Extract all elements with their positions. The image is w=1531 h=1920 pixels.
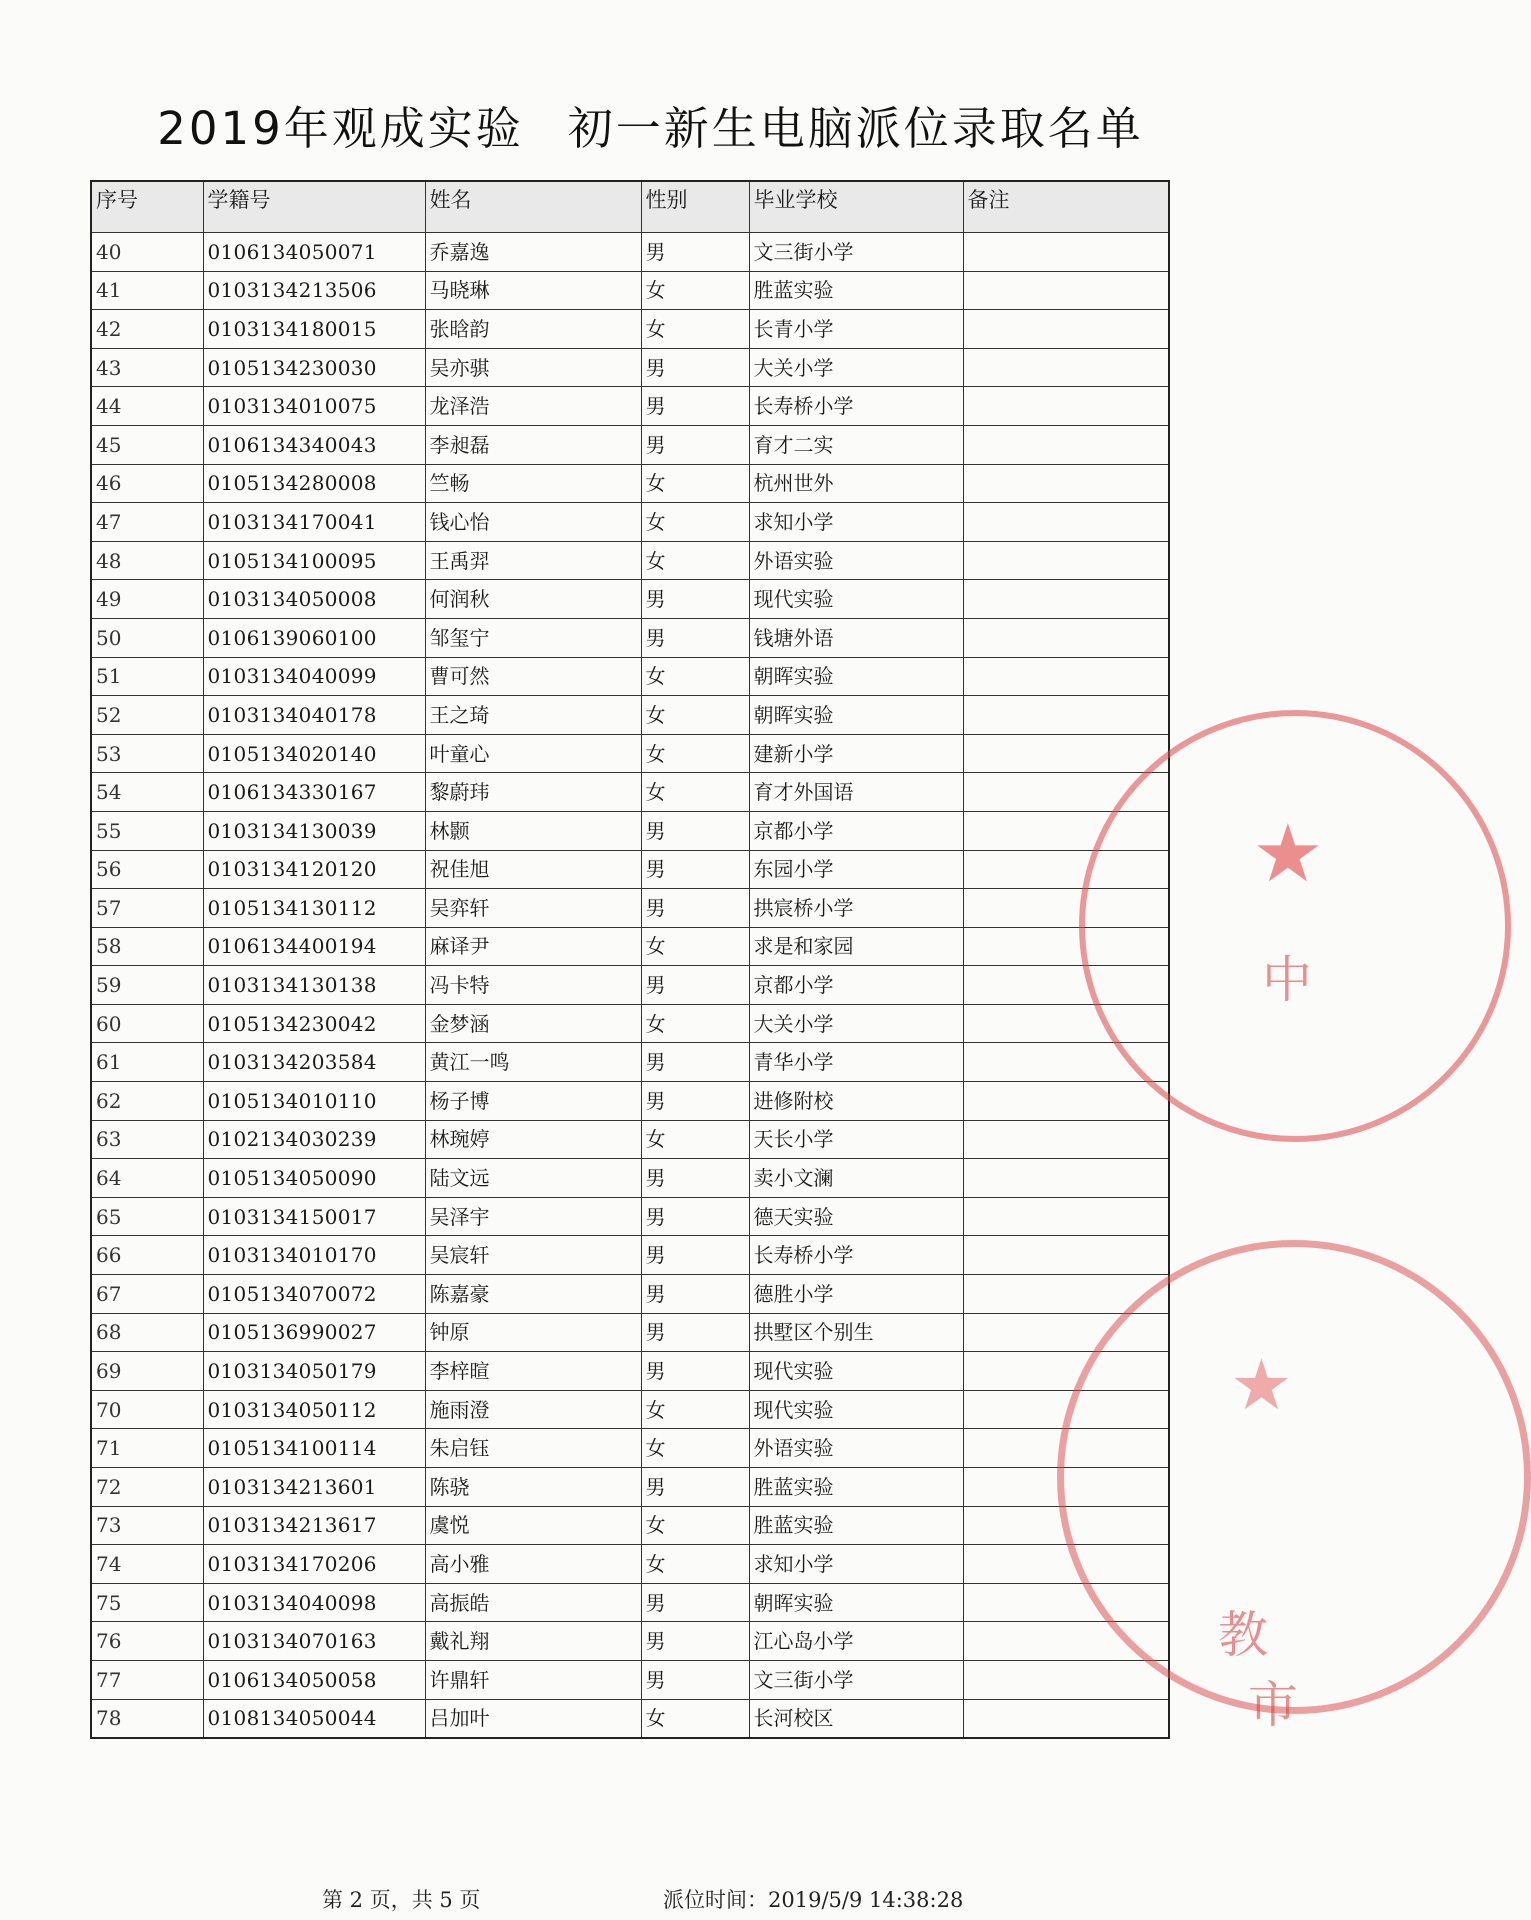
cell-student-id: 0105134050090 [203,1159,425,1198]
cell-student-id: 0105134100114 [203,1429,425,1468]
cell-remark [963,1197,1169,1236]
header-student-id: 学籍号 [203,181,425,233]
table-row [91,1699,1169,1738]
table-row [91,657,1169,696]
seal-fragment-upper: 中 [1262,951,1312,1009]
cell-remark [963,1159,1169,1198]
cell-gender: 男 [641,387,749,426]
cell-seq: 47 [91,503,203,542]
cell-student-id: 0103134213601 [203,1468,425,1507]
cell-remark [963,734,1169,773]
cell-gender: 男 [641,618,749,657]
cell-remark [963,696,1169,735]
cell-school: 杭州世外 [749,464,963,503]
cell-seq: 65 [91,1197,203,1236]
cell-school: 胜蓝实验 [749,271,963,310]
cell-student-id: 0103134213506 [203,271,425,310]
cell-student-id: 0103134040098 [203,1583,425,1622]
cell-student-id: 0103134150017 [203,1197,425,1236]
cell-seq: 76 [91,1622,203,1661]
cell-gender: 女 [641,696,749,735]
cell-school: 求知小学 [749,1545,963,1584]
table-row [91,1275,1169,1314]
cell-school: 长寿桥小学 [749,1236,963,1275]
cell-gender: 女 [641,464,749,503]
cell-seq: 56 [91,850,203,889]
cell-remark [963,348,1169,387]
cell-gender: 男 [641,1313,749,1352]
cell-gender: 男 [641,889,749,928]
cell-student-id: 0103134170041 [203,503,425,542]
cell-gender: 男 [641,1082,749,1121]
cell-school: 大关小学 [749,1004,963,1043]
cell-name: 叶童心 [425,734,641,773]
cell-name: 竺畅 [425,464,641,503]
cell-student-id: 0103134070163 [203,1622,425,1661]
seal-fragment-lower-1: 教 [1218,1606,1268,1664]
cell-remark [963,233,1169,272]
cell-seq: 62 [91,1082,203,1121]
official-seal-lower [1057,1240,1531,1714]
cell-remark [963,464,1169,503]
cell-name: 曹可然 [425,657,641,696]
cell-student-id: 0106134330167 [203,773,425,812]
cell-seq: 51 [91,657,203,696]
cell-gender: 男 [641,966,749,1005]
cell-school: 求是和家园 [749,927,963,966]
table-row [91,734,1169,773]
cell-name: 李昶磊 [425,425,641,464]
cell-student-id: 0103134050112 [203,1390,425,1429]
cell-name: 朱启钰 [425,1429,641,1468]
cell-name: 陈骁 [425,1468,641,1507]
cell-student-id: 0105134070072 [203,1275,425,1314]
table-row [91,1622,1169,1661]
cell-name: 李梓暄 [425,1352,641,1391]
table-row [91,1120,1169,1159]
cell-seq: 42 [91,310,203,349]
seal-fragment-lower-2: 市 [1248,1676,1298,1734]
cell-name: 陆文远 [425,1159,641,1198]
table-row [91,1390,1169,1429]
cell-school: 育才外国语 [749,773,963,812]
cell-school: 文三街小学 [749,1660,963,1699]
cell-seq: 58 [91,927,203,966]
cell-gender: 男 [641,850,749,889]
cell-gender: 男 [641,811,749,850]
cell-student-id: 0103134040178 [203,696,425,735]
cell-student-id: 0106134400194 [203,927,425,966]
cell-gender: 男 [641,1622,749,1661]
cell-school: 拱墅区个别生 [749,1313,963,1352]
cell-seq: 74 [91,1545,203,1584]
cell-student-id: 0103134050179 [203,1352,425,1391]
table-row [91,1506,1169,1545]
cell-seq: 66 [91,1236,203,1275]
cell-student-id: 0105134280008 [203,464,425,503]
table-row [91,271,1169,310]
table-row [91,1236,1169,1275]
cell-seq: 52 [91,696,203,735]
cell-name: 吴弈轩 [425,889,641,928]
cell-seq: 68 [91,1313,203,1352]
cell-school: 长青小学 [749,310,963,349]
table-row [91,927,1169,966]
cell-seq: 50 [91,618,203,657]
cell-school: 现代实验 [749,1390,963,1429]
cell-student-id: 0103134010075 [203,387,425,426]
cell-school: 京都小学 [749,966,963,1005]
cell-school: 求知小学 [749,503,963,542]
table-body [91,233,1169,1739]
cell-school: 钱塘外语 [749,618,963,657]
cell-name: 金梦涵 [425,1004,641,1043]
cell-gender: 男 [641,425,749,464]
cell-name: 何润秋 [425,580,641,619]
cell-remark [963,541,1169,580]
cell-student-id: 0106134340043 [203,425,425,464]
cell-seq: 67 [91,1275,203,1314]
cell-gender: 男 [641,1660,749,1699]
document-title [0,92,1301,157]
cell-gender: 男 [641,233,749,272]
cell-gender: 男 [641,1159,749,1198]
cell-student-id: 0105134230030 [203,348,425,387]
cell-school: 育才二实 [749,425,963,464]
cell-gender: 男 [641,580,749,619]
table-row [91,387,1169,426]
cell-school: 长河校区 [749,1699,963,1738]
cell-seq: 54 [91,773,203,812]
cell-school: 天长小学 [749,1120,963,1159]
cell-gender: 女 [641,503,749,542]
cell-remark [963,1660,1169,1699]
cell-gender: 男 [641,1197,749,1236]
cell-name: 王禹羿 [425,541,641,580]
header-name: 姓名 [425,181,641,233]
cell-gender: 女 [641,271,749,310]
cell-name: 马晓琳 [425,271,641,310]
cell-name: 林颢 [425,811,641,850]
cell-student-id: 0102134030239 [203,1120,425,1159]
cell-school: 京都小学 [749,811,963,850]
cell-seq: 43 [91,348,203,387]
cell-student-id: 0108134050044 [203,1699,425,1738]
table-row [91,1545,1169,1584]
table-row [91,1429,1169,1468]
cell-remark [963,1699,1169,1738]
cell-name: 吴宸轩 [425,1236,641,1275]
cell-name: 吕加叶 [425,1699,641,1738]
cell-seq: 45 [91,425,203,464]
cell-school: 朝晖实验 [749,1583,963,1622]
cell-name: 乔嘉逸 [425,233,641,272]
cell-seq: 64 [91,1159,203,1198]
cell-name: 戴礼翔 [425,1622,641,1661]
cell-gender: 女 [641,773,749,812]
cell-student-id: 0103134203584 [203,1043,425,1082]
cell-school: 胜蓝实验 [749,1468,963,1507]
cell-remark [963,425,1169,464]
cell-seq: 57 [91,889,203,928]
cell-school: 进修附校 [749,1082,963,1121]
cell-seq: 77 [91,1660,203,1699]
cell-seq: 78 [91,1699,203,1738]
cell-gender: 女 [641,927,749,966]
table-row [91,580,1169,619]
seal-star-icon: ★ [1252,807,1324,900]
cell-gender: 女 [641,310,749,349]
cell-name: 陈嘉豪 [425,1275,641,1314]
cell-student-id: 0103134180015 [203,310,425,349]
cell-gender: 女 [641,734,749,773]
header-remark: 备注 [963,181,1169,233]
title-part1: 2019年观成实验 [157,102,524,155]
cell-student-id: 0103134050008 [203,580,425,619]
table-row [91,503,1169,542]
cell-name: 许鼎轩 [425,1660,641,1699]
cell-gender: 男 [641,1468,749,1507]
cell-name: 钱心怡 [425,503,641,542]
cell-seq: 53 [91,734,203,773]
cell-school: 德天实验 [749,1197,963,1236]
admission-table [90,180,1170,1739]
cell-gender: 男 [641,1583,749,1622]
cell-remark [963,1120,1169,1159]
header-seq: 序号 [91,181,203,233]
cell-student-id: 0103134130039 [203,811,425,850]
table-row [91,850,1169,889]
cell-student-id: 0103134170206 [203,1545,425,1584]
cell-remark [963,1082,1169,1121]
cell-name: 虞悦 [425,1506,641,1545]
cell-name: 吴亦骐 [425,348,641,387]
cell-name: 冯卡特 [425,966,641,1005]
cell-remark [963,580,1169,619]
cell-remark [963,503,1169,542]
cell-name: 杨子博 [425,1082,641,1121]
cell-name: 施雨澄 [425,1390,641,1429]
cell-seq: 59 [91,966,203,1005]
cell-seq: 46 [91,464,203,503]
cell-seq: 61 [91,1043,203,1082]
table-row [91,1082,1169,1121]
cell-gender: 女 [641,1004,749,1043]
table-row [91,233,1169,272]
cell-name: 高小雅 [425,1545,641,1584]
cell-school: 外语实验 [749,1429,963,1468]
official-seal-upper [1079,710,1511,1142]
cell-gender: 男 [641,1236,749,1275]
table-row [91,773,1169,812]
cell-school: 德胜小学 [749,1275,963,1314]
cell-name: 邹玺宁 [425,618,641,657]
cell-school: 现代实验 [749,1352,963,1391]
table-row [91,1468,1169,1507]
table-row [91,1197,1169,1236]
cell-gender: 女 [641,657,749,696]
cell-gender: 男 [641,1043,749,1082]
cell-name: 祝佳旭 [425,850,641,889]
cell-student-id: 0106139060100 [203,618,425,657]
table-row [91,889,1169,928]
table-row [91,1159,1169,1198]
cell-gender: 女 [641,541,749,580]
table-row [91,618,1169,657]
table-row [91,1004,1169,1043]
cell-gender: 女 [641,1390,749,1429]
cell-school: 大关小学 [749,348,963,387]
cell-gender: 男 [641,348,749,387]
table-row [91,310,1169,349]
table-row [91,1313,1169,1352]
cell-name: 麻译尹 [425,927,641,966]
cell-seq: 69 [91,1352,203,1391]
cell-name: 黄江一鸣 [425,1043,641,1082]
cell-remark [963,387,1169,426]
cell-school: 东园小学 [749,850,963,889]
cell-remark [963,310,1169,349]
cell-school: 建新小学 [749,734,963,773]
cell-gender: 女 [641,1120,749,1159]
cell-student-id: 0103134120120 [203,850,425,889]
cell-student-id: 0103134213617 [203,1506,425,1545]
cell-seq: 44 [91,387,203,426]
cell-remark [963,618,1169,657]
table-row [91,966,1169,1005]
cell-school: 青华小学 [749,1043,963,1082]
cell-gender: 女 [641,1429,749,1468]
cell-student-id: 0105134010110 [203,1082,425,1121]
cell-school: 拱宸桥小学 [749,889,963,928]
cell-gender: 女 [641,1545,749,1584]
cell-student-id: 0103134130138 [203,966,425,1005]
cell-remark [963,657,1169,696]
table-row [91,811,1169,850]
cell-name: 高振皓 [425,1583,641,1622]
cell-seq: 75 [91,1583,203,1622]
cell-student-id: 0106134050058 [203,1660,425,1699]
table-row [91,1352,1169,1391]
cell-seq: 72 [91,1468,203,1507]
cell-name: 吴泽宇 [425,1197,641,1236]
cell-name: 林琬婷 [425,1120,641,1159]
table-row [91,348,1169,387]
cell-remark [963,1236,1169,1275]
cell-seq: 49 [91,580,203,619]
cell-gender: 女 [641,1699,749,1738]
cell-seq: 55 [91,811,203,850]
cell-remark [963,271,1169,310]
cell-student-id: 0105134230042 [203,1004,425,1043]
cell-seq: 41 [91,271,203,310]
cell-student-id: 0105134020140 [203,734,425,773]
cell-seq: 70 [91,1390,203,1429]
cell-school: 文三街小学 [749,233,963,272]
table-row [91,1583,1169,1622]
cell-gender: 男 [641,1352,749,1391]
cell-school: 朝晖实验 [749,657,963,696]
cell-student-id: 0105134100095 [203,541,425,580]
table-row [91,1660,1169,1699]
cell-seq: 63 [91,1120,203,1159]
table-row [91,696,1169,735]
cell-student-id: 0106134050071 [203,233,425,272]
cell-school: 朝晖实验 [749,696,963,735]
header-school: 毕业学校 [749,181,963,233]
table-row [91,1043,1169,1082]
table-row [91,541,1169,580]
cell-name: 龙泽浩 [425,387,641,426]
cell-name: 王之琦 [425,696,641,735]
cell-school: 外语实验 [749,541,963,580]
cell-name: 钟原 [425,1313,641,1352]
cell-school: 长寿桥小学 [749,387,963,426]
title-part2: 初一新生电脑派位录取名单 [567,102,1144,155]
cell-school: 江心岛小学 [749,1622,963,1661]
cell-name: 张晗韵 [425,310,641,349]
cell-seq: 71 [91,1429,203,1468]
page-info: 第 2 页，共 5 页 [322,1888,481,1912]
table-row [91,425,1169,464]
cell-seq: 48 [91,541,203,580]
assignment-time: 派位时间：2019/5/9 14:38:28 [663,1888,964,1912]
table-row [91,464,1169,503]
cell-seq: 73 [91,1506,203,1545]
cell-student-id: 0105134130112 [203,889,425,928]
header-gender: 性别 [641,181,749,233]
cell-student-id: 0103134010170 [203,1236,425,1275]
cell-student-id: 0105136990027 [203,1313,425,1352]
cell-seq: 60 [91,1004,203,1043]
table-header-row [91,181,1169,233]
cell-gender: 女 [641,1506,749,1545]
cell-student-id: 0103134040099 [203,657,425,696]
cell-school: 胜蓝实验 [749,1506,963,1545]
cell-school: 卖小文澜 [749,1159,963,1198]
cell-seq: 40 [91,233,203,272]
cell-gender: 男 [641,1275,749,1314]
seal-star-icon-lower: ★ [1230,1344,1293,1426]
cell-school: 现代实验 [749,580,963,619]
cell-name: 黎蔚玮 [425,773,641,812]
